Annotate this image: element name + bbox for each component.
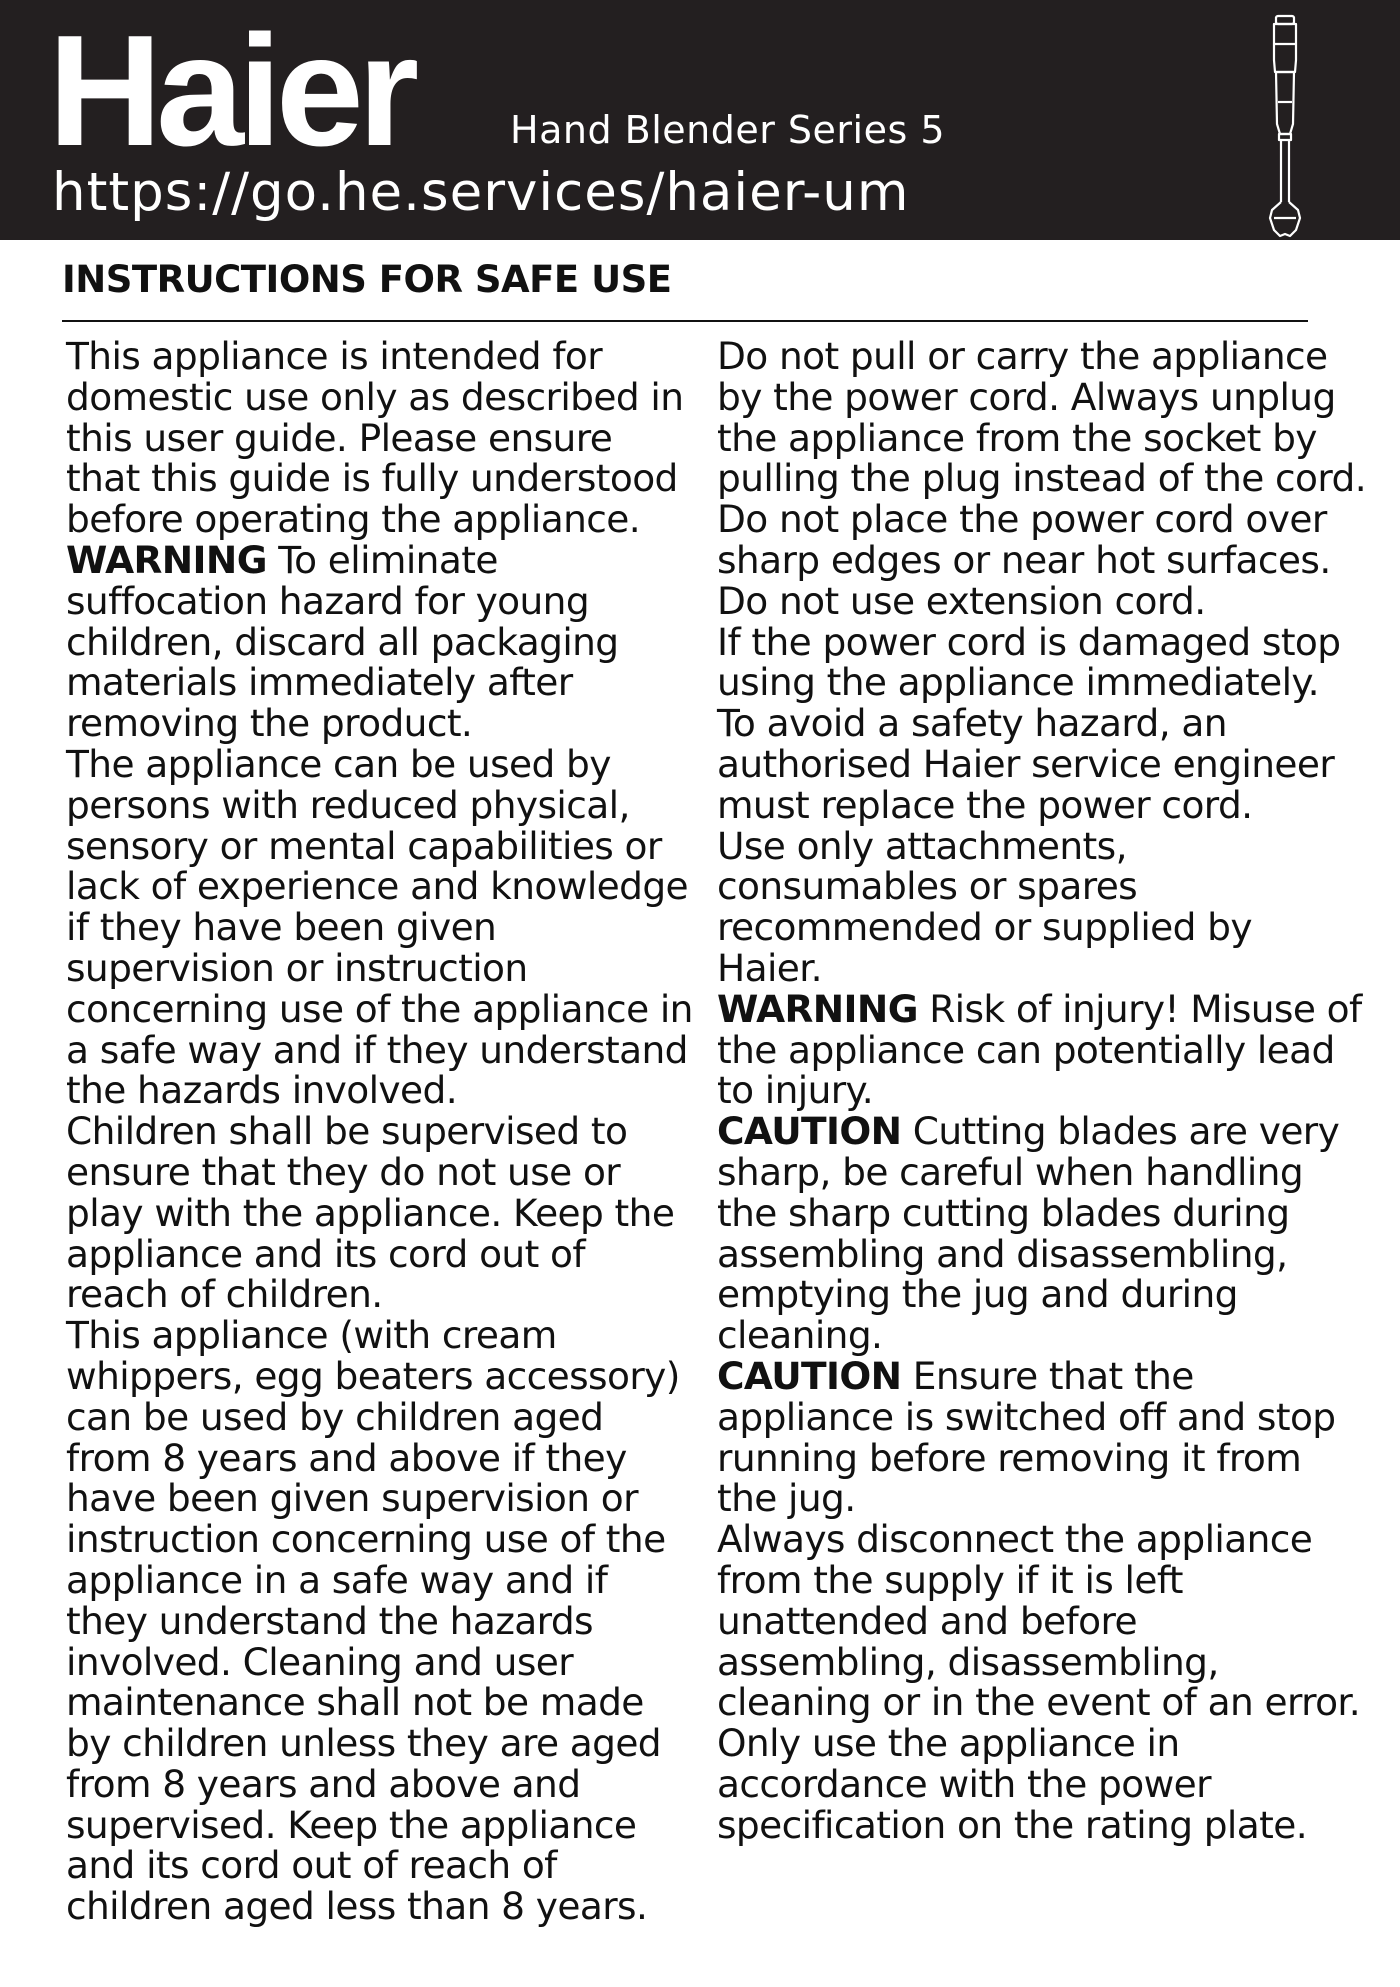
- brand-logo: Haier: [48, 3, 414, 179]
- children-accessory-paragraph: This appliance (with cream whippers, egg beaters accessory) can be used by children aged from 8 years and above if they have been given supervision or instruction concerning use of the appliance in a safe way and if they understand the hazards involved. Cleaning and user maintenance shall not be made by children unless they are aged from 8 years and above and supervised. Keep the appliance and its cord out of reach of children aged less than 8 years.: [66, 1313, 680, 1929]
- left-column: [66, 336, 696, 1927]
- section-title: INSTRUCTIONS FOR SAFE USE: [62, 258, 672, 301]
- children-supervision-paragraph: Children shall be supervised to ensure that they do not use or play with the appliance. Keep the appliance and its cord out of reach of children.: [66, 1109, 675, 1317]
- suffocation-warning-paragraph: [66, 537, 696, 746]
- caution-text: Ensure that the appliance is switched off and stop running before removing it from the jug.: [717, 1353, 1336, 1521]
- product-series: Hand Blender Series 5: [510, 108, 946, 152]
- caution-label: CAUTION: [717, 1353, 902, 1398]
- injury-warning-paragraph: [717, 986, 1367, 1113]
- attachments-paragraph: Use only attachments, consumables or spares recommended or supplied by Haier.: [717, 823, 1252, 990]
- caution-label: CAUTION: [717, 1109, 902, 1154]
- right-column: [717, 336, 1367, 1845]
- header-banner: [0, 0, 1400, 240]
- manual-url: https://go.he.services/haier-um: [52, 162, 910, 223]
- intended-use-paragraph: This appliance is intended for domestic use only as described in this user guide. Please ensure that this guide is fully understood before operating the appliance.: [66, 334, 684, 542]
- disconnect-paragraph: Always disconnect the appliance from the supply if it is left unattended and before assembling, disassembling, cleaning or in the event of an error.: [717, 1517, 1361, 1725]
- title-divider: [62, 320, 1308, 322]
- blades-caution-paragraph: [717, 1111, 1367, 1356]
- warning-text: Risk of injury! Misuse of the appliance can potentially lead to injury.: [717, 986, 1362, 1113]
- caution-text: Cutting blades are very sharp, be careful when handling the sharp cutting blades during assembling and disassembling, emptying the jug and during cleaning.: [717, 1109, 1340, 1358]
- warning-text: To eliminate suffocation hazard for young children, discard all packaging materials immediately after removing the product.: [66, 537, 619, 746]
- warning-label: WARNING: [717, 986, 918, 1031]
- damaged-cord-paragraph: If the power cord is damaged stop using the appliance immediately. To avoid a safety hazard, an authorised Haier service engineer must replace the power cord.: [717, 619, 1341, 827]
- reduced-capabilities-paragraph: The appliance can be used by persons with reduced physical, sensory or mental capabilities or lack of experience and knowledge if they have been given supervision or instruction concerning use of the appliance in a safe way and if they understand the hazards involved.: [66, 741, 693, 1113]
- switch-off-caution-paragraph: [717, 1353, 1367, 1521]
- power-cord-paragraph: Do not pull or carry the appliance by the power cord. Always unplug the appliance from the socket by pulling the plug instead of the cord. Do not place the power cord over sharp edges or near hot surfaces. Do not use extension cord.: [717, 334, 1367, 623]
- hand-blender-icon: [1262, 14, 1308, 240]
- power-specification-paragraph: Only use the appliance in accordance with the power specification on the rating plate.: [717, 1721, 1308, 1847]
- warning-label: WARNING: [66, 537, 267, 582]
